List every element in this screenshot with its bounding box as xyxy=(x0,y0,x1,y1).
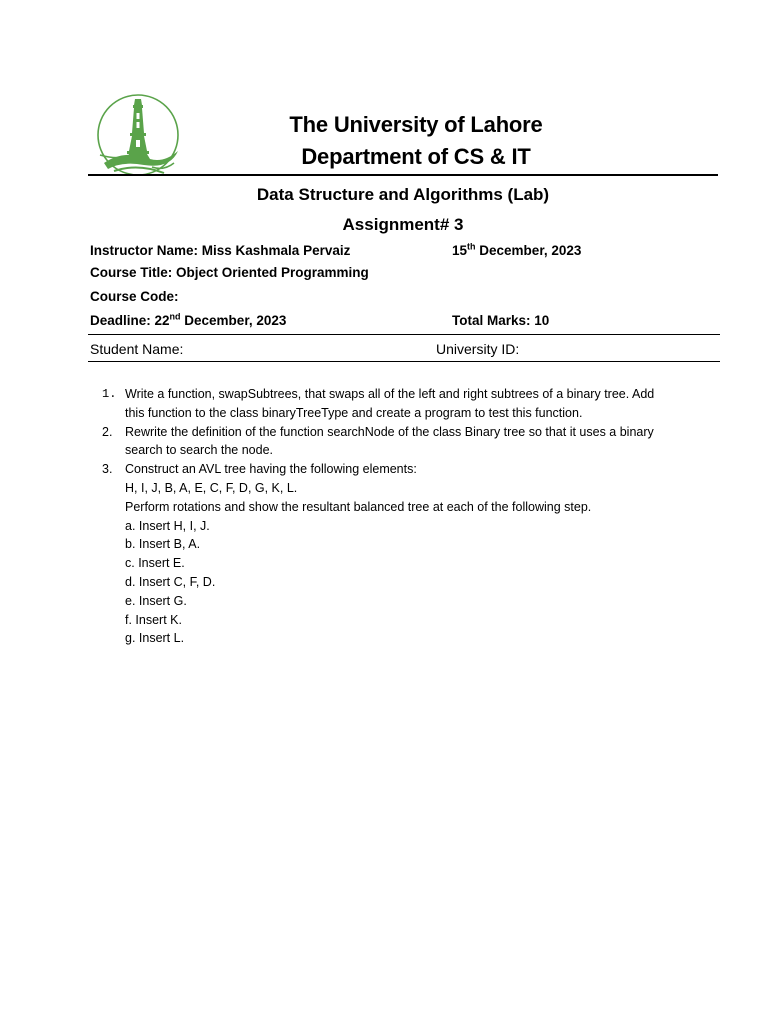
course-heading: Data Structure and Algorithms (Lab) xyxy=(256,185,550,204)
total-marks: Total Marks: 10 xyxy=(452,313,550,328)
assignment-heading: Assignment# 3 xyxy=(342,215,464,234)
student-row-top-divider xyxy=(88,334,720,335)
question-line: d. Insert C, F, D. xyxy=(125,574,216,589)
question-item xyxy=(90,460,732,648)
deadline-rest: December, 2023 xyxy=(180,313,287,328)
question-item xyxy=(90,423,732,461)
deadline-prefix: Deadline: 22 xyxy=(90,313,170,328)
question-line: b. Insert B, A. xyxy=(125,537,201,552)
question-list xyxy=(90,385,732,648)
question-number: 2. xyxy=(102,424,113,439)
student-name-label: Student Name: xyxy=(90,341,184,357)
question-line: f. Insert K. xyxy=(125,612,182,627)
question-line: g. Insert L. xyxy=(125,631,185,646)
department-title: Department of CS & IT xyxy=(301,144,531,169)
university-id-label: University ID: xyxy=(436,341,520,357)
issue-date-rest: December, 2023 xyxy=(475,243,582,258)
question-line: Perform rotations and show the resultant balanced tree at each of the following step. xyxy=(125,499,592,514)
question-line: c. Insert E. xyxy=(125,556,185,571)
question-item xyxy=(90,385,732,423)
question-line: Write a function, swapSubtrees, that swaps all of the left and right subtrees of a binary tree. Add xyxy=(125,387,655,401)
university-logo xyxy=(94,93,182,177)
question-number: 1. xyxy=(102,387,117,401)
deadline xyxy=(90,312,286,330)
course-title: Course Title: Object Oriented Programming xyxy=(90,265,369,280)
deadline-suffix: nd xyxy=(169,311,181,322)
question-line: H, I, J, B, A, E, C, F, D, G, K, L. xyxy=(125,480,298,495)
instructor-name: Instructor Name: Miss Kashmala Pervaiz xyxy=(90,243,351,258)
issue-date xyxy=(452,242,581,260)
student-row-bottom-divider xyxy=(88,361,720,362)
course-code: Course Code: xyxy=(90,289,179,304)
question-line: e. Insert G. xyxy=(125,593,187,608)
issue-date-suffix: th xyxy=(467,241,476,252)
university-title: The University of Lahore xyxy=(289,112,543,137)
question-line: Construct an AVL tree having the following elements: xyxy=(125,462,417,477)
question-line: search to search the node. xyxy=(125,443,274,458)
question-line: a. Insert H, I, J. xyxy=(125,518,210,533)
question-number: 3. xyxy=(102,462,113,477)
question-line: Rewrite the definition of the function searchNode of the class Binary tree so that it uses a binary xyxy=(125,424,654,439)
question-line: this function to the class binaryTreeType and create a program to test this function. xyxy=(125,405,583,420)
header-divider xyxy=(88,174,718,176)
issue-date-day: 15 xyxy=(452,243,468,258)
